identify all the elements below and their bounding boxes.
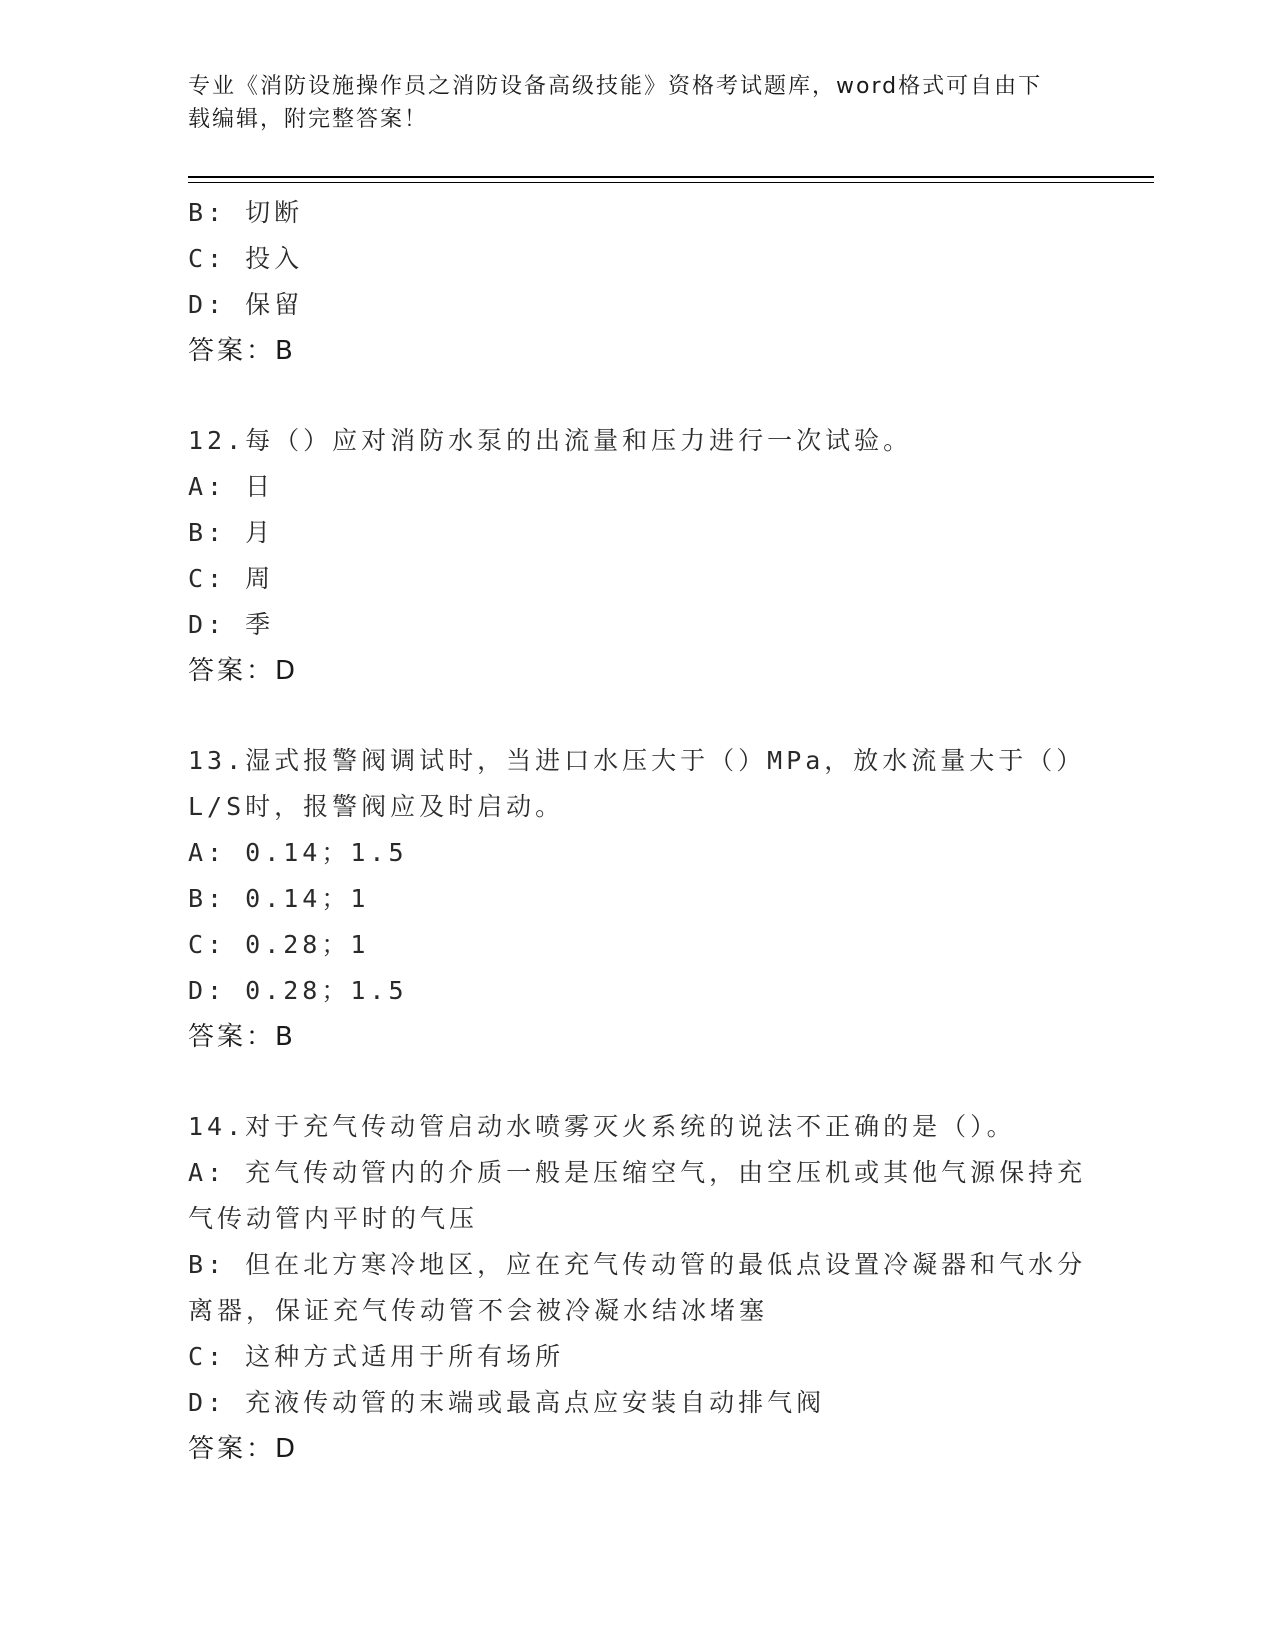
header-rule-thin [188,182,1154,183]
q13-option-c: C: 0.28；1 [188,930,370,959]
q13-stem-line-1: 13.湿式报警阀调试时，当进口水压大于（）MPa，放水流量大于（） [188,746,1086,775]
q12-option-d: D: 季 [188,610,275,639]
q14-answer: 答案：D [188,1434,299,1464]
q14-stem: 14.对于充气传动管启动水喷雾灭火系统的说法不正确的是（）。 [188,1112,1016,1141]
q12-stem: 12.每（）应对消防水泵的出流量和压力进行一次试验。 [188,426,913,455]
q11-option-c: C: 投入 [188,244,304,273]
q12-option-c: C: 周 [188,564,275,593]
q14-option-d: D: 充液传动管的末端或最高点应安装自动排气阀 [188,1388,826,1417]
q14-option-a-line-2: 气传动管内平时的气压 [188,1204,479,1233]
header-line-1: 专业《消防设施操作员之消防设备高级技能》资格考试题库，word格式可自由下 [188,74,1043,99]
q14-option-b-line-1: B: 但在北方寒冷地区，应在充气传动管的最低点设置冷凝器和气水分 [188,1250,1087,1279]
q13-option-a: A: 0.14；1.5 [188,838,408,867]
question-12 [188,418,1088,694]
document-header [188,70,1088,136]
q14-option-a-line-1: A: 充气传动管内的介质一般是压缩空气，由空压机或其他气源保持充 [188,1158,1087,1187]
q13-stem-line-2: L/S时，报警阀应及时启动。 [188,792,565,821]
question-13 [188,738,1088,1060]
q12-answer: 答案：D [188,656,299,686]
q12-option-a: A: 日 [188,472,275,501]
question-11 [188,190,1088,374]
q11-answer: 答案：B [188,336,296,366]
q14-option-b-line-2: 离器，保证充气传动管不会被冷凝水结冰堵塞 [188,1296,769,1325]
q14-option-c: C: 这种方式适用于所有场所 [188,1342,565,1371]
q13-option-d: D: 0.28；1.5 [188,976,408,1005]
q13-option-b: B: 0.14；1 [188,884,370,913]
question-list [188,190,1088,1472]
question-14 [188,1104,1088,1472]
header-rule-thick [188,176,1154,178]
q13-answer: 答案：B [188,1022,296,1052]
q12-option-b: B: 月 [188,518,275,547]
header-line-2: 载编辑，附完整答案！ [188,107,429,132]
q11-option-d: D: 保留 [188,290,304,319]
q11-option-b: B: 切断 [188,198,304,227]
